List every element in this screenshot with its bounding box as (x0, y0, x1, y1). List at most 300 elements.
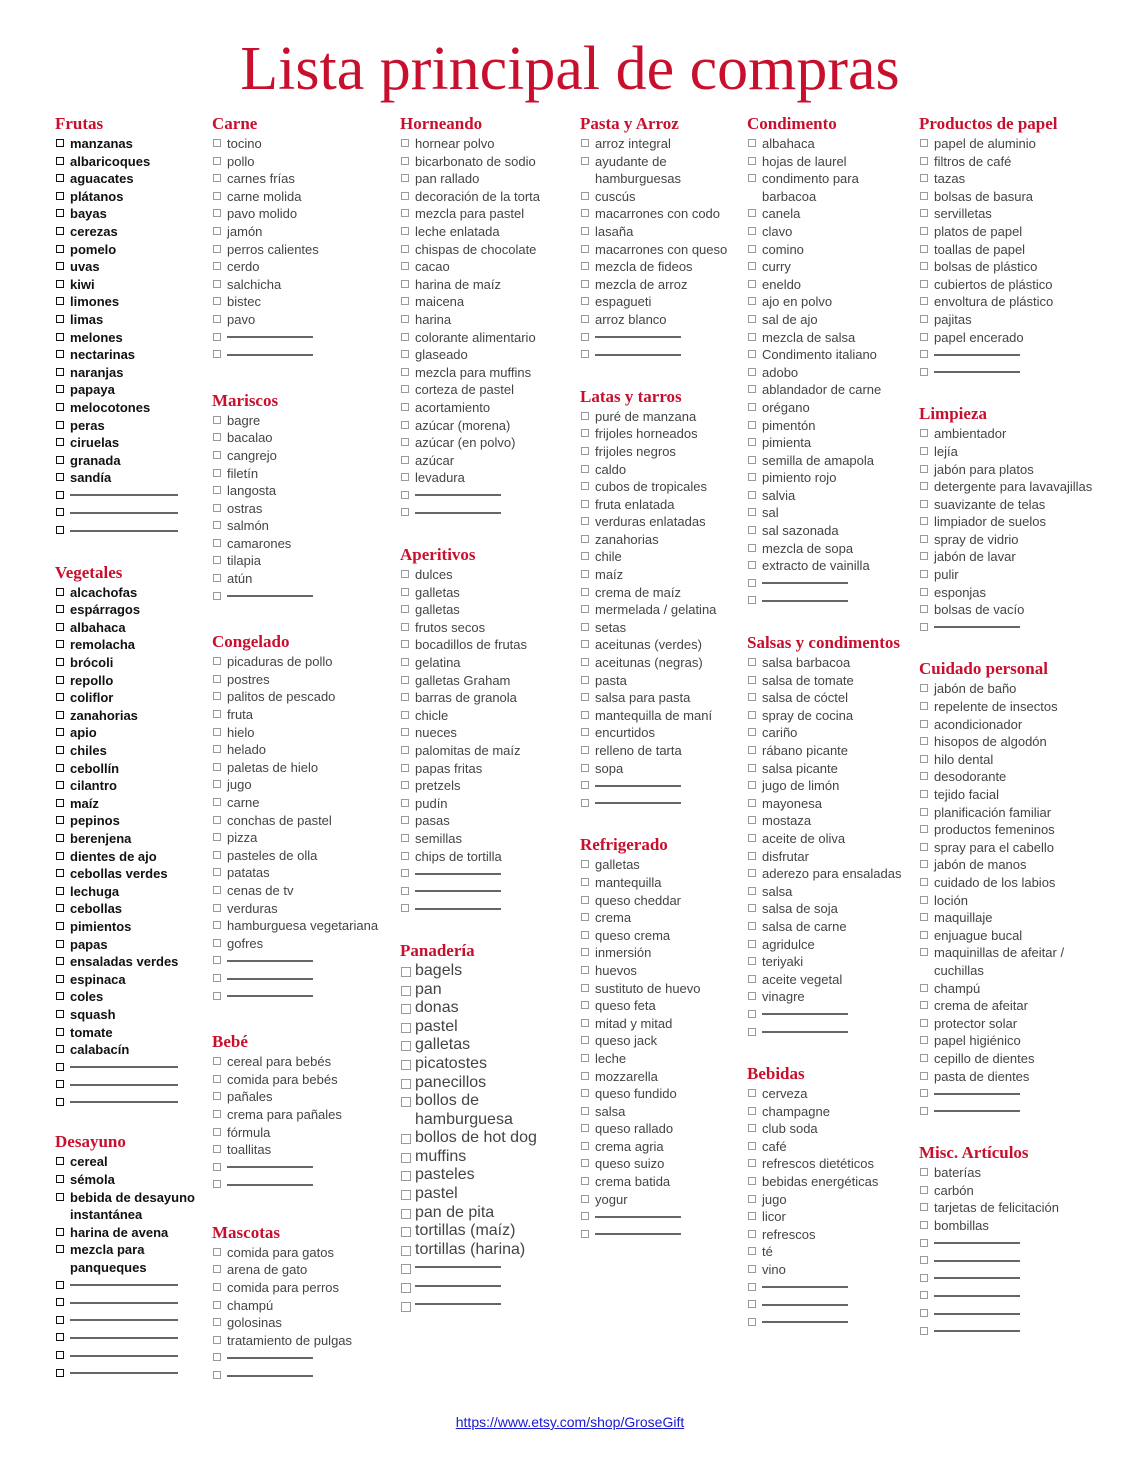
checkbox[interactable] (401, 588, 409, 596)
checkbox[interactable] (581, 1230, 589, 1238)
checkbox[interactable] (56, 1045, 64, 1053)
checkbox[interactable] (401, 280, 409, 288)
checkbox[interactable] (920, 913, 928, 921)
checkbox[interactable] (213, 763, 221, 771)
checkbox[interactable] (920, 1168, 928, 1176)
checkbox[interactable] (401, 728, 409, 736)
checkbox[interactable] (581, 676, 589, 684)
checkbox[interactable] (213, 139, 221, 147)
checkbox[interactable] (56, 262, 64, 270)
checkbox[interactable] (56, 922, 64, 930)
checkbox[interactable] (401, 227, 409, 235)
checkbox[interactable] (920, 720, 928, 728)
checkbox[interactable] (920, 790, 928, 798)
checkbox[interactable] (748, 975, 756, 983)
blank-line[interactable] (70, 494, 178, 496)
checkbox[interactable] (401, 438, 409, 446)
blank-line[interactable] (415, 1266, 501, 1268)
checkbox[interactable] (213, 745, 221, 753)
blank-line[interactable] (934, 1260, 1020, 1262)
checkbox[interactable] (401, 658, 409, 666)
checkbox[interactable] (401, 711, 409, 719)
blank-line[interactable] (595, 785, 681, 787)
checkbox[interactable] (920, 517, 928, 525)
checkbox[interactable] (748, 544, 756, 552)
checkbox[interactable] (581, 1124, 589, 1132)
checkbox[interactable] (401, 368, 409, 376)
blank-line[interactable] (70, 1372, 178, 1374)
blank-line[interactable] (934, 1277, 1020, 1279)
checkbox[interactable] (56, 588, 64, 596)
checkbox[interactable] (920, 1239, 928, 1247)
checkbox[interactable] (581, 209, 589, 217)
checkbox[interactable] (213, 469, 221, 477)
checkbox[interactable] (213, 992, 221, 1000)
checkbox[interactable] (401, 1041, 411, 1051)
blank-line[interactable] (934, 1313, 1020, 1315)
checkbox[interactable] (56, 623, 64, 631)
blank-line[interactable] (70, 1337, 178, 1339)
checkbox[interactable] (401, 1264, 411, 1274)
checkbox[interactable] (56, 315, 64, 323)
checkbox[interactable] (56, 192, 64, 200)
checkbox[interactable] (213, 1057, 221, 1065)
checkbox[interactable] (581, 552, 589, 560)
checkbox[interactable] (920, 605, 928, 613)
checkbox[interactable] (213, 574, 221, 582)
checkbox[interactable] (401, 174, 409, 182)
checkbox[interactable] (401, 456, 409, 464)
checkbox[interactable] (748, 1089, 756, 1097)
checkbox[interactable] (213, 1092, 221, 1100)
checkbox[interactable] (748, 227, 756, 235)
checkbox[interactable] (748, 491, 756, 499)
checkbox[interactable] (920, 1203, 928, 1211)
checkbox[interactable] (581, 1212, 589, 1220)
checkbox[interactable] (920, 139, 928, 147)
blank-line[interactable] (70, 1284, 178, 1286)
checkbox[interactable] (56, 992, 64, 1000)
blank-line[interactable] (934, 626, 1020, 628)
checkbox[interactable] (581, 1072, 589, 1080)
checkbox[interactable] (401, 605, 409, 613)
checkbox[interactable] (581, 1177, 589, 1185)
checkbox[interactable] (56, 816, 64, 824)
checkbox[interactable] (56, 1281, 64, 1289)
blank-line[interactable] (70, 512, 178, 514)
blank-line[interactable] (934, 1110, 1020, 1112)
checkbox[interactable] (748, 385, 756, 393)
checkbox[interactable] (748, 157, 756, 165)
checkbox[interactable] (920, 315, 928, 323)
checkbox[interactable] (401, 1004, 411, 1014)
checkbox[interactable] (213, 1301, 221, 1309)
checkbox[interactable] (401, 1153, 411, 1163)
checkbox[interactable] (213, 921, 221, 929)
blank-line[interactable] (70, 1355, 178, 1357)
checkbox[interactable] (213, 833, 221, 841)
checkbox[interactable] (213, 192, 221, 200)
checkbox[interactable] (401, 1209, 411, 1219)
checkbox[interactable] (748, 816, 756, 824)
checkbox[interactable] (56, 438, 64, 446)
checkbox[interactable] (748, 1124, 756, 1132)
checkbox[interactable] (920, 684, 928, 692)
checkbox[interactable] (748, 526, 756, 534)
checkbox[interactable] (748, 728, 756, 736)
checkbox[interactable] (748, 957, 756, 965)
blank-line[interactable] (762, 1013, 848, 1015)
checkbox[interactable] (401, 209, 409, 217)
checkbox[interactable] (213, 1248, 221, 1256)
checkbox[interactable] (920, 1019, 928, 1027)
checkbox[interactable] (401, 1283, 411, 1293)
checkbox[interactable] (56, 139, 64, 147)
checkbox[interactable] (920, 1001, 928, 1009)
checkbox[interactable] (213, 1318, 221, 1326)
checkbox[interactable] (56, 1063, 64, 1071)
checkbox[interactable] (213, 521, 221, 529)
blank-line[interactable] (415, 1285, 501, 1287)
checkbox[interactable] (401, 491, 409, 499)
checkbox[interactable] (581, 896, 589, 904)
checkbox[interactable] (748, 1195, 756, 1203)
checkbox[interactable] (213, 1163, 221, 1171)
checkbox[interactable] (920, 1274, 928, 1282)
checkbox[interactable] (213, 886, 221, 894)
checkbox[interactable] (213, 350, 221, 358)
checkbox[interactable] (581, 878, 589, 886)
checkbox[interactable] (748, 869, 756, 877)
checkbox[interactable] (920, 878, 928, 886)
checkbox[interactable] (56, 605, 64, 613)
checkbox[interactable] (213, 1353, 221, 1361)
checkbox[interactable] (581, 1142, 589, 1150)
checkbox[interactable] (213, 956, 221, 964)
checkbox[interactable] (213, 433, 221, 441)
checkbox[interactable] (581, 693, 589, 701)
checkbox[interactable] (401, 1302, 411, 1312)
checkbox[interactable] (581, 447, 589, 455)
checkbox[interactable] (581, 412, 589, 420)
checkbox[interactable] (581, 948, 589, 956)
checkbox[interactable] (748, 1028, 756, 1036)
checkbox[interactable] (56, 764, 64, 772)
checkbox[interactable] (920, 623, 928, 631)
checkbox[interactable] (401, 192, 409, 200)
checkbox[interactable] (213, 245, 221, 253)
blank-line[interactable] (415, 494, 501, 496)
checkbox[interactable] (748, 209, 756, 217)
checkbox[interactable] (748, 245, 756, 253)
blank-line[interactable] (227, 1357, 313, 1359)
checkbox[interactable] (581, 1019, 589, 1027)
checkbox[interactable] (581, 227, 589, 235)
checkbox[interactable] (581, 139, 589, 147)
blank-line[interactable] (595, 1233, 681, 1235)
checkbox[interactable] (920, 245, 928, 253)
checkbox[interactable] (748, 887, 756, 895)
checkbox[interactable] (56, 1028, 64, 1036)
checkbox[interactable] (56, 940, 64, 948)
blank-line[interactable] (934, 354, 1020, 356)
checkbox[interactable] (748, 561, 756, 569)
blank-line[interactable] (415, 890, 501, 892)
checkbox[interactable] (581, 913, 589, 921)
checkbox[interactable] (213, 904, 221, 912)
checkbox[interactable] (213, 728, 221, 736)
blank-line[interactable] (595, 1216, 681, 1218)
checkbox[interactable] (213, 592, 221, 600)
checkbox[interactable] (401, 764, 409, 772)
checkbox[interactable] (581, 333, 589, 341)
blank-line[interactable] (595, 802, 681, 804)
checkbox[interactable] (748, 764, 756, 772)
checkbox[interactable] (213, 1145, 221, 1153)
checkbox[interactable] (213, 416, 221, 424)
blank-line[interactable] (70, 1101, 178, 1103)
checkbox[interactable] (748, 1142, 756, 1150)
checkbox[interactable] (401, 816, 409, 824)
checkbox[interactable] (401, 385, 409, 393)
checkbox[interactable] (56, 491, 64, 499)
checkbox[interactable] (401, 1171, 411, 1181)
checkbox[interactable] (213, 280, 221, 288)
checkbox[interactable] (401, 157, 409, 165)
checkbox[interactable] (56, 508, 64, 516)
checkbox[interactable] (581, 1195, 589, 1203)
checkbox[interactable] (56, 209, 64, 217)
blank-line[interactable] (595, 354, 681, 356)
checkbox[interactable] (213, 657, 221, 665)
checkbox[interactable] (920, 843, 928, 851)
checkbox[interactable] (748, 262, 756, 270)
blank-line[interactable] (934, 371, 1020, 373)
checkbox[interactable] (581, 658, 589, 666)
checkbox[interactable] (920, 1186, 928, 1194)
checkbox[interactable] (56, 1316, 64, 1324)
checkbox[interactable] (920, 280, 928, 288)
checkbox[interactable] (748, 1283, 756, 1291)
checkbox[interactable] (920, 192, 928, 200)
blank-line[interactable] (70, 1319, 178, 1321)
checkbox[interactable] (581, 711, 589, 719)
checkbox[interactable] (401, 904, 409, 912)
checkbox[interactable] (213, 297, 221, 305)
checkbox[interactable] (56, 473, 64, 481)
checkbox[interactable] (920, 297, 928, 305)
checkbox[interactable] (581, 781, 589, 789)
checkbox[interactable] (56, 887, 64, 895)
blank-line[interactable] (227, 995, 313, 997)
blank-line[interactable] (934, 1330, 1020, 1332)
checkbox[interactable] (213, 868, 221, 876)
checkbox[interactable] (213, 1336, 221, 1344)
checkbox[interactable] (920, 808, 928, 816)
checkbox[interactable] (748, 508, 756, 516)
checkbox[interactable] (213, 816, 221, 824)
blank-line[interactable] (70, 530, 178, 532)
checkbox[interactable] (920, 535, 928, 543)
checkbox[interactable] (213, 939, 221, 947)
checkbox[interactable] (401, 746, 409, 754)
checkbox[interactable] (213, 1265, 221, 1273)
checkbox[interactable] (213, 710, 221, 718)
checkbox[interactable] (401, 350, 409, 358)
checkbox[interactable] (56, 676, 64, 684)
blank-line[interactable] (227, 978, 313, 980)
checkbox[interactable] (213, 798, 221, 806)
checkbox[interactable] (920, 702, 928, 710)
checkbox[interactable] (748, 904, 756, 912)
checkbox[interactable] (581, 623, 589, 631)
checkbox[interactable] (581, 465, 589, 473)
checkbox[interactable] (401, 781, 409, 789)
checkbox[interactable] (748, 456, 756, 464)
checkbox[interactable] (920, 482, 928, 490)
blank-line[interactable] (70, 1302, 178, 1304)
checkbox[interactable] (56, 385, 64, 393)
checkbox[interactable] (401, 421, 409, 429)
checkbox[interactable] (920, 1036, 928, 1044)
checkbox[interactable] (748, 1010, 756, 1018)
checkbox[interactable] (748, 852, 756, 860)
checkbox[interactable] (213, 262, 221, 270)
checkbox[interactable] (401, 676, 409, 684)
blank-line[interactable] (934, 1093, 1020, 1095)
checkbox[interactable] (213, 974, 221, 982)
checkbox[interactable] (213, 851, 221, 859)
checkbox[interactable] (401, 852, 409, 860)
checkbox[interactable] (56, 1228, 64, 1236)
checkbox[interactable] (401, 887, 409, 895)
checkbox[interactable] (920, 262, 928, 270)
checkbox[interactable] (401, 1190, 411, 1200)
checkbox[interactable] (748, 693, 756, 701)
checkbox[interactable] (56, 711, 64, 719)
checkbox[interactable] (581, 1036, 589, 1044)
checkbox[interactable] (581, 157, 589, 165)
checkbox[interactable] (56, 280, 64, 288)
blank-line[interactable] (595, 336, 681, 338)
checkbox[interactable] (56, 421, 64, 429)
checkbox[interactable] (401, 640, 409, 648)
checkbox[interactable] (920, 447, 928, 455)
blank-line[interactable] (227, 960, 313, 962)
checkbox[interactable] (213, 504, 221, 512)
checkbox[interactable] (56, 746, 64, 754)
checkbox[interactable] (748, 1212, 756, 1220)
checkbox[interactable] (56, 1333, 64, 1341)
checkbox[interactable] (920, 465, 928, 473)
checkbox[interactable] (920, 157, 928, 165)
checkbox[interactable] (748, 1247, 756, 1255)
checkbox[interactable] (748, 834, 756, 842)
checkbox[interactable] (748, 746, 756, 754)
checkbox[interactable] (56, 1010, 64, 1018)
checkbox[interactable] (401, 1079, 411, 1089)
checkbox[interactable] (748, 922, 756, 930)
checkbox[interactable] (213, 780, 221, 788)
checkbox[interactable] (213, 157, 221, 165)
checkbox[interactable] (213, 333, 221, 341)
checkbox[interactable] (920, 772, 928, 780)
checkbox[interactable] (581, 1001, 589, 1009)
blank-line[interactable] (227, 1184, 313, 1186)
blank-line[interactable] (415, 512, 501, 514)
checkbox[interactable] (920, 429, 928, 437)
checkbox[interactable] (748, 799, 756, 807)
checkbox[interactable] (920, 931, 928, 939)
checkbox[interactable] (56, 781, 64, 789)
checkbox[interactable] (748, 1318, 756, 1326)
checkbox[interactable] (401, 315, 409, 323)
checkbox[interactable] (213, 1283, 221, 1291)
checkbox[interactable] (56, 904, 64, 912)
checkbox[interactable] (581, 245, 589, 253)
checkbox[interactable] (401, 508, 409, 516)
blank-line[interactable] (762, 600, 848, 602)
checkbox[interactable] (748, 473, 756, 481)
checkbox[interactable] (920, 227, 928, 235)
checkbox[interactable] (401, 834, 409, 842)
blank-line[interactable] (762, 1321, 848, 1323)
checkbox[interactable] (56, 297, 64, 305)
blank-line[interactable] (70, 1066, 178, 1068)
checkbox[interactable] (581, 746, 589, 754)
checkbox[interactable] (213, 174, 221, 182)
checkbox[interactable] (213, 1128, 221, 1136)
checkbox[interactable] (56, 403, 64, 411)
checkbox[interactable] (581, 570, 589, 578)
checkbox[interactable] (56, 869, 64, 877)
checkbox[interactable] (581, 1159, 589, 1167)
checkbox[interactable] (401, 693, 409, 701)
checkbox[interactable] (920, 755, 928, 763)
checkbox[interactable] (213, 1180, 221, 1188)
checkbox[interactable] (213, 556, 221, 564)
checkbox[interactable] (748, 711, 756, 719)
checkbox[interactable] (748, 297, 756, 305)
checkbox[interactable] (401, 1060, 411, 1070)
checkbox[interactable] (56, 658, 64, 666)
blank-line[interactable] (227, 336, 313, 338)
checkbox[interactable] (401, 799, 409, 807)
checkbox[interactable] (581, 966, 589, 974)
checkbox[interactable] (401, 986, 411, 996)
checkbox[interactable] (581, 429, 589, 437)
checkbox[interactable] (748, 676, 756, 684)
checkbox[interactable] (920, 1107, 928, 1115)
checkbox[interactable] (581, 1054, 589, 1062)
checkbox[interactable] (213, 209, 221, 217)
checkbox[interactable] (213, 539, 221, 547)
checkbox[interactable] (581, 640, 589, 648)
checkbox[interactable] (213, 315, 221, 323)
checkbox[interactable] (401, 570, 409, 578)
checkbox[interactable] (401, 1246, 411, 1256)
checkbox[interactable] (56, 245, 64, 253)
checkbox[interactable] (748, 579, 756, 587)
checkbox[interactable] (748, 174, 756, 182)
checkbox[interactable] (56, 957, 64, 965)
checkbox[interactable] (920, 1054, 928, 1062)
checkbox[interactable] (748, 1230, 756, 1238)
blank-line[interactable] (762, 1286, 848, 1288)
checkbox[interactable] (748, 315, 756, 323)
checkbox[interactable] (748, 403, 756, 411)
checkbox[interactable] (748, 992, 756, 1000)
